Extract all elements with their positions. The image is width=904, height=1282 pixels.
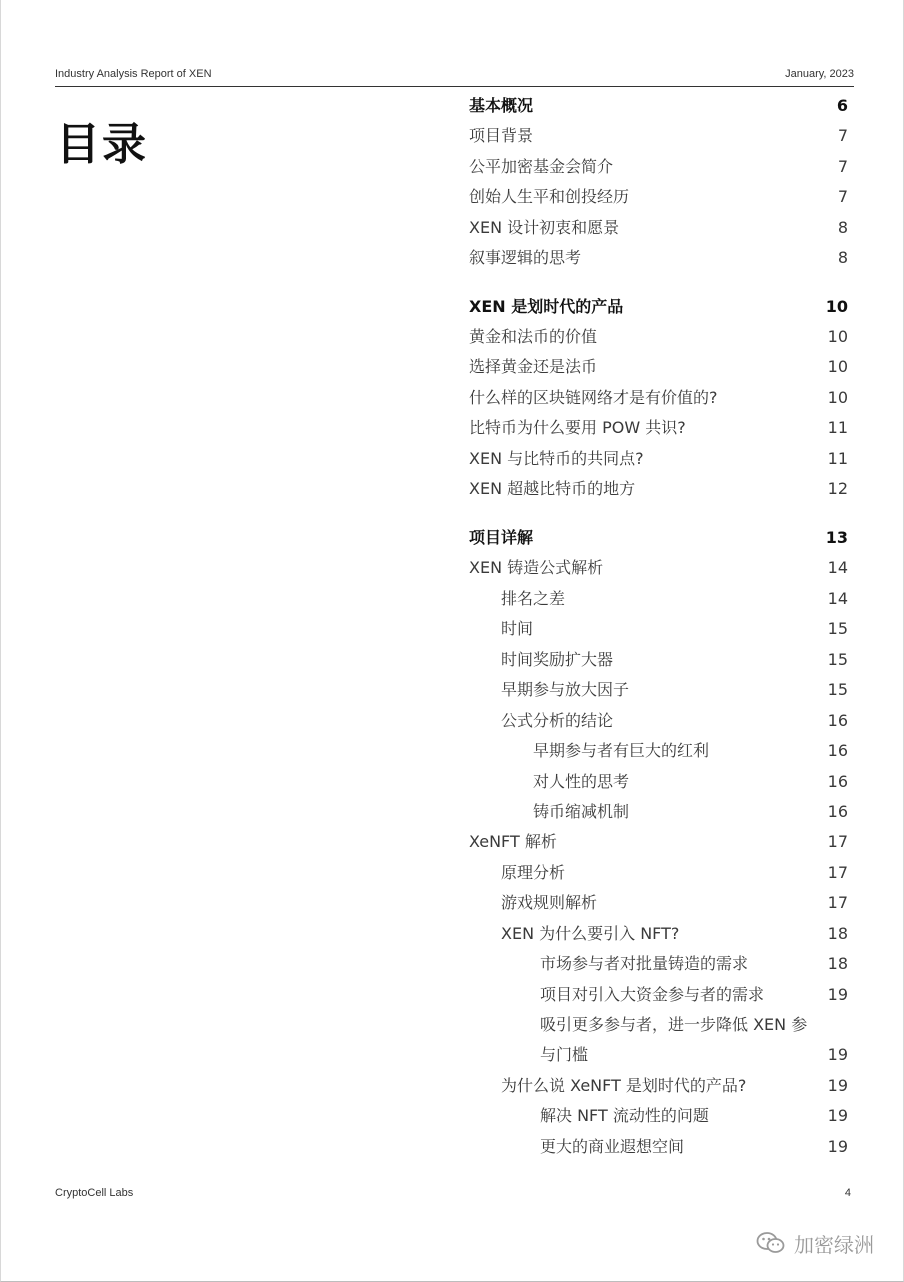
toc-entry bbox=[501, 677, 848, 703]
toc-entry bbox=[501, 860, 848, 886]
toc-entry-page: 14 bbox=[827, 558, 848, 577]
toc-entry-title: 游戏规则解析 bbox=[501, 893, 598, 912]
toc-entry-title: 创始人生平和创投经历 bbox=[469, 187, 630, 206]
footer-publisher: CryptoCell Labs bbox=[55, 1187, 134, 1199]
toc-entry-page: 8 bbox=[837, 218, 848, 237]
header-date: January, 2023 bbox=[785, 68, 854, 80]
toc-entry-title: 什么样的区块链网络才是有价值的? bbox=[469, 388, 718, 407]
toc-entry-page: 19 bbox=[827, 1137, 848, 1156]
toc-entry-title: 排名之差 bbox=[501, 589, 566, 608]
toc-entry-title: 吸引更多参与者，进一步降低 XEN 参 bbox=[540, 1015, 808, 1034]
toc-entry-title: 项目详解 bbox=[469, 528, 534, 547]
toc-entry-page: 7 bbox=[837, 187, 848, 206]
toc-entry-title: XEN 是划时代的产品 bbox=[469, 297, 624, 316]
toc-entry bbox=[469, 446, 848, 472]
toc-entry-title: 与门槛 bbox=[540, 1045, 589, 1064]
toc-entry bbox=[469, 385, 848, 411]
toc-entry-title: XEN 铸造公式解析 bbox=[469, 558, 604, 577]
toc-entry-page: 15 bbox=[827, 650, 848, 669]
toc-entry-title: XEN 与比特币的共同点? bbox=[469, 449, 644, 468]
toc-entry-page: 10 bbox=[827, 388, 848, 407]
toc-entry-page: 17 bbox=[827, 863, 848, 882]
toc-entry-page: 13 bbox=[825, 528, 848, 547]
toc-entry-page: 19 bbox=[827, 985, 848, 1004]
toc-entry-page: 10 bbox=[825, 297, 848, 316]
toc-entry-page: 19 bbox=[827, 1076, 848, 1095]
header-report-title: Industry Analysis Report of XEN bbox=[55, 68, 212, 80]
toc-entry bbox=[501, 616, 848, 642]
toc-entry-page: 6 bbox=[836, 96, 848, 115]
footer-page-number: 4 bbox=[844, 1187, 851, 1199]
toc-entry-page: 18 bbox=[827, 924, 848, 943]
toc-entry-page: 8 bbox=[837, 248, 848, 267]
toc-entry bbox=[469, 184, 848, 210]
toc-entry-title: 对人性的思考 bbox=[533, 772, 630, 791]
toc-entry bbox=[469, 555, 848, 581]
wechat-icon bbox=[756, 1231, 786, 1255]
toc-entry bbox=[533, 799, 848, 825]
toc-entry-title: 市场参与者对批量铸造的需求 bbox=[540, 954, 749, 973]
toc-entry-title: 公式分析的结论 bbox=[501, 711, 614, 730]
toc-entry bbox=[469, 476, 848, 502]
toc-entry-page: 10 bbox=[827, 357, 848, 376]
toc-entry-page: 16 bbox=[827, 772, 848, 791]
toc-entry-title: 叙事逻辑的思考 bbox=[469, 248, 582, 267]
toc-entry bbox=[533, 769, 848, 795]
toc-entry-title: 铸币缩减机制 bbox=[533, 802, 630, 821]
toc-entry bbox=[469, 215, 848, 241]
toc-entry-title: 原理分析 bbox=[501, 863, 566, 882]
toc-section-heading bbox=[469, 525, 848, 551]
page-title: 目录 bbox=[56, 119, 148, 170]
toc-entry-page: 16 bbox=[827, 741, 848, 760]
watermark bbox=[756, 1228, 874, 1258]
toc-entry-page: 11 bbox=[827, 418, 848, 437]
toc-entry-title: 黄金和法币的价值 bbox=[469, 327, 598, 346]
toc-entry-title: 项目背景 bbox=[469, 126, 534, 145]
toc-entry-title: 项目对引入大资金参与者的需求 bbox=[540, 985, 765, 1004]
toc-entry-page: 15 bbox=[827, 619, 848, 638]
toc-entry bbox=[533, 738, 848, 764]
toc-entry bbox=[501, 890, 848, 916]
toc-entry bbox=[540, 1134, 848, 1160]
toc-entry-title: 时间奖励扩大器 bbox=[501, 650, 614, 669]
toc-entry bbox=[501, 586, 848, 612]
toc-entry-title: XEN 设计初衷和愿景 bbox=[469, 218, 620, 237]
toc-entry bbox=[501, 708, 848, 734]
toc-entry-page: 17 bbox=[827, 832, 848, 851]
toc-entry bbox=[501, 921, 848, 947]
toc-entry-title: 早期参与放大因子 bbox=[501, 680, 630, 699]
toc-entry-title: 选择黄金还是法币 bbox=[469, 357, 598, 376]
toc-entry bbox=[469, 829, 848, 855]
toc-entry-title: 时间 bbox=[501, 619, 534, 638]
toc-entry-page: 19 bbox=[827, 1045, 848, 1064]
toc-entry-title: 早期参与者有巨大的红利 bbox=[533, 741, 710, 760]
toc-entry-page: 7 bbox=[837, 157, 848, 176]
toc-entry-page: 18 bbox=[827, 954, 848, 973]
toc-entry bbox=[501, 647, 848, 673]
toc-entry-page: 17 bbox=[827, 893, 848, 912]
toc-entry bbox=[540, 1103, 848, 1129]
toc-entry-title: 基本概况 bbox=[469, 96, 534, 115]
toc-entry bbox=[469, 123, 848, 149]
toc-entry bbox=[540, 982, 848, 1008]
toc-entry-page: 16 bbox=[827, 711, 848, 730]
toc-entry bbox=[540, 1012, 848, 1038]
toc-entry-title: XEN 为什么要引入 NFT? bbox=[501, 924, 680, 943]
toc-entry-page: 7 bbox=[837, 126, 848, 145]
toc-entry-page: 11 bbox=[827, 449, 848, 468]
toc-entry bbox=[540, 951, 848, 977]
toc-entry-page: 15 bbox=[827, 680, 848, 699]
toc-entry bbox=[469, 354, 848, 380]
toc-section-heading bbox=[469, 93, 848, 119]
toc-entry-title: 比特币为什么要用 POW 共识? bbox=[469, 418, 686, 437]
toc-entry bbox=[540, 1042, 848, 1068]
toc-entry-title: XeNFT 解析 bbox=[469, 832, 557, 851]
toc-entry-page: 16 bbox=[827, 802, 848, 821]
toc-entry-title: XEN 超越比特币的地方 bbox=[469, 479, 636, 498]
toc-entry bbox=[501, 1073, 848, 1099]
toc-entry-title: 解决 NFT 流动性的问题 bbox=[540, 1106, 709, 1125]
toc-entry-title: 公平加密基金会简介 bbox=[469, 157, 614, 176]
toc-entry bbox=[469, 324, 848, 350]
toc-entry bbox=[469, 245, 848, 271]
toc-entry-page: 14 bbox=[827, 589, 848, 608]
toc-entry bbox=[469, 415, 848, 441]
toc-entry-title: 为什么说 XeNFT 是划时代的产品? bbox=[501, 1076, 747, 1095]
toc-entry-page: 19 bbox=[827, 1106, 848, 1125]
toc-entry-page: 10 bbox=[827, 327, 848, 346]
toc-entry-title: 更大的商业遐想空间 bbox=[540, 1137, 685, 1156]
toc-section-heading bbox=[469, 294, 848, 320]
toc-entry bbox=[469, 154, 848, 180]
toc-entry-page: 12 bbox=[827, 479, 848, 498]
watermark-text: 加密绿洲 bbox=[794, 1232, 874, 1257]
